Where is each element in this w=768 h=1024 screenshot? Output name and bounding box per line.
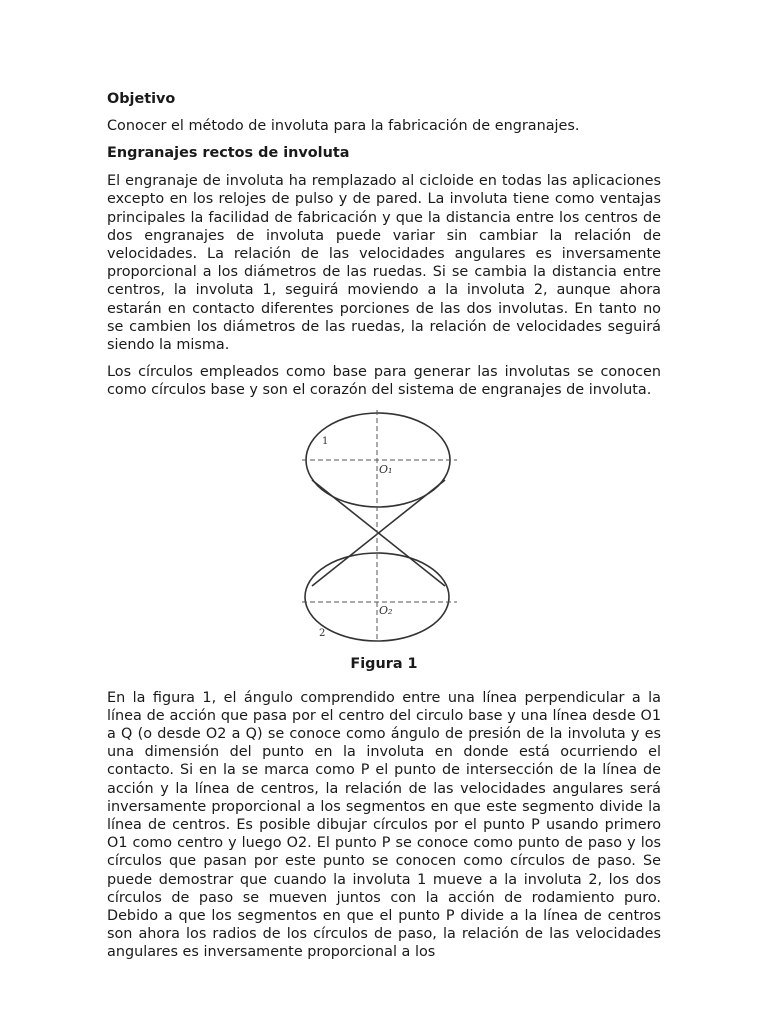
paragraph-base-circles: Los círculos empleados como base para generar las involutas se conocen como círculos base y son el corazón del sistema de engranajes de involuta.	[107, 364, 661, 399]
label-circle-2: 2	[319, 627, 326, 639]
heading-gears: Engranajes rectos de involuta	[107, 145, 350, 162]
figure-1	[107, 410, 661, 642]
heading-objective: Objetivo	[107, 91, 176, 107]
label-o1: O₁	[379, 462, 393, 476]
paragraph-involute-gears: El engranaje de involuta ha remplazado al cicloide en todas las aplicaciones excepto en los relojes de pulso y de pared. La involuta tiene como ventajas principales la facilidad de fabricación y que la distancia entre los centros de dos engranajes de involuta puede variar sin cambiar la relación de velocidades. La relación de las velocidades angulares es inversamente proporcional a los diámetros de las ruedas. Si se cambia la distancia entre centros, la involuta 1, seguirá moviendo a la involuta 2, aunque ahora estarán en contacto diferentes porciones de las dos involutas. En tanto no se cambien los diámetros de las ruedas, la relación de velocidades seguirá siendo la misma.	[107, 173, 661, 354]
involute-diagram	[297, 410, 467, 642]
label-o2: O₂	[379, 603, 393, 617]
label-circle-1: 1	[322, 435, 329, 447]
figure-caption: Figura 1	[350, 655, 418, 672]
document-body	[107, 90, 661, 962]
paragraph-pressure-angle: En la figura 1, el ángulo comprendido entre una línea perpendicular a la línea de acción que pasa por el centro del circulo base y una línea desde O1 a Q (o desde O2 a Q) se conoce como ángulo de presión de la involuta y es una dimensión del punto en la involuta en donde está ocurriendo el contacto. Si en la se marca como P el punto de intersección de la línea de acción y la línea de centros, la relación de las velocidades angulares será inversamente proporcional a los segmentos en que este segmento divide la línea de centros. Es posible dibujar círculos por el punto P usando primero O1 como centro y luego O2. El punto P se conoce como punto de paso y los círculos que pasan por este punto se conocen como círculos de paso. Se puede demostrar que cuando la involuta 1 mueve a la involuta 2, los dos círculos de paso se mueven juntos con la acción de rodamiento puro. Debido a que los segmentos en que el punto P divide a la línea de centros son ahora los radios de los círculos de paso, la relación de las velocidades angulares es inversamente proporcional a los	[107, 689, 661, 961]
objective-text: Conocer el método de involuta para la fabricación de engranajes.	[107, 118, 580, 134]
